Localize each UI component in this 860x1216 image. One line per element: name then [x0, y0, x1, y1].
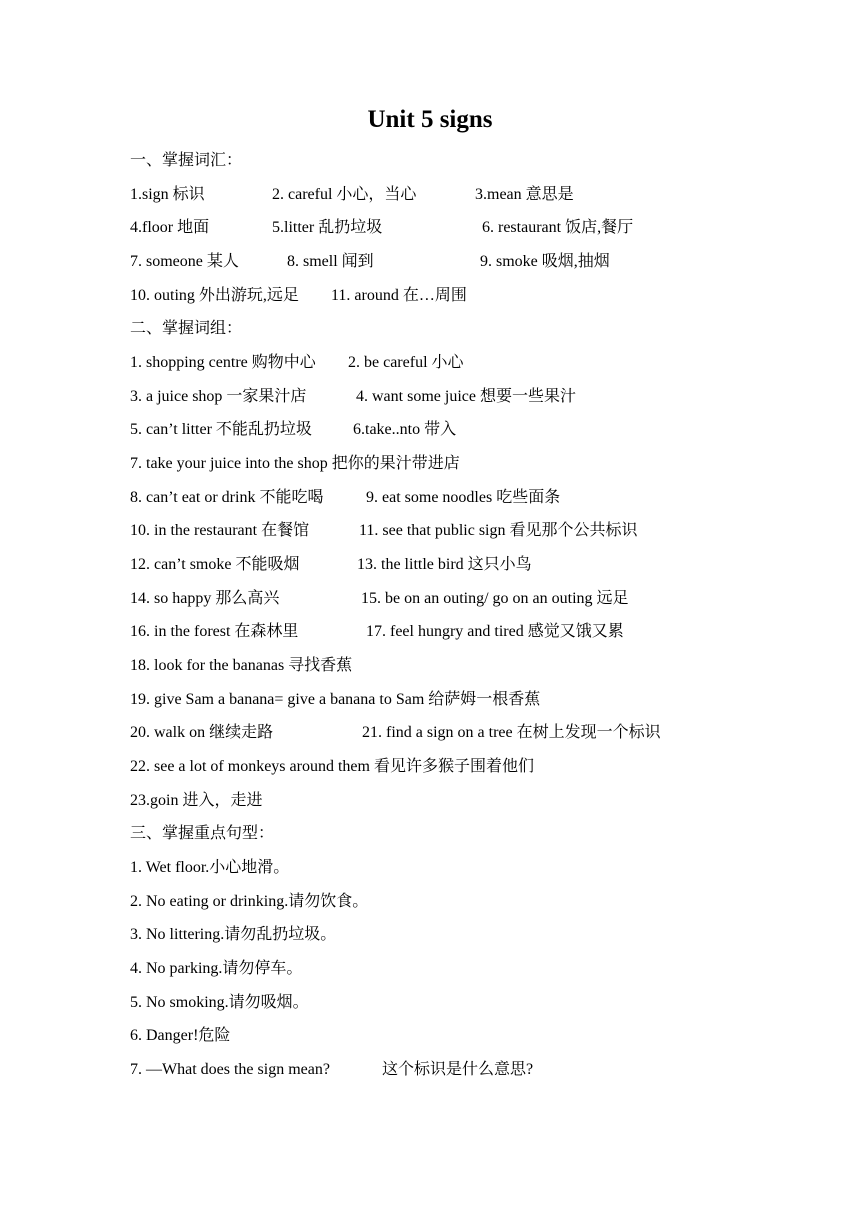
sentence-item: 5. No smoking.请勿吸烟。	[130, 994, 309, 1011]
phrase-item: 13. the little bird 这只小鸟	[357, 556, 532, 573]
vocab-item: 8. smell 闻到	[287, 253, 374, 270]
phrase-item: 22. see a lot of monkeys around them 看见许多猴子围着他们	[130, 758, 534, 775]
section-heading-sentences: 三、掌握重点句型：	[130, 825, 275, 842]
phrase-item: 6.take..nto 带入	[353, 421, 457, 438]
sentence-item: 这个标识是什么意思?	[382, 1061, 534, 1078]
phrase-item: 21. find a sign on a tree 在树上发现一个标识	[362, 724, 661, 741]
sentence-item: 4. No parking.请勿停车。	[130, 960, 303, 977]
phrase-item: 1. shopping centre 购物中心	[130, 354, 316, 371]
sentence-item: 6. Danger!危险	[130, 1027, 231, 1044]
phrase-item: 2. be careful 小心	[348, 354, 464, 371]
phrase-item: 17. feel hungry and tired 感觉又饿又累	[366, 623, 624, 640]
page-title: Unit 5 signs	[367, 106, 493, 133]
vocab-item: 4.floor 地面	[130, 219, 210, 236]
phrase-item: 12. can’t smoke 不能吸烟	[130, 556, 300, 573]
phrase-item: 7. take your juice into the shop 把你的果汁带进店	[130, 455, 460, 472]
sentence-item: 3. No littering.请勿乱扔垃圾。	[130, 926, 337, 943]
vocab-item: 3.mean 意思是	[475, 186, 574, 203]
vocab-item: 6. restaurant 饭店,餐厅	[482, 219, 634, 236]
vocab-item: 7. someone 某人	[130, 253, 239, 270]
phrase-item: 20. walk on 继续走路	[130, 724, 274, 741]
phrase-item: 14. so happy 那么高兴	[130, 590, 280, 607]
phrase-item: 5. can’t litter 不能乱扔垃圾	[130, 421, 312, 438]
phrase-item: 9. eat some noodles 吃些面条	[366, 489, 561, 506]
vocab-item: 11. around 在…周围	[331, 287, 467, 304]
phrase-item: 11. see that public sign 看见那个公共标识	[359, 522, 638, 539]
phrase-item: 8. can’t eat or drink 不能吃喝	[130, 489, 324, 506]
sentence-item: 2. No eating or drinking.请勿饮食。	[130, 893, 369, 910]
phrase-item: 19. give Sam a banana= give a banana to Sam 给萨姆一根香蕉	[130, 691, 541, 708]
vocab-item: 9. smoke 吸烟,抽烟	[480, 253, 610, 270]
phrase-item: 3. a juice shop 一家果汁店	[130, 388, 307, 405]
section-heading-vocabulary: 一、掌握词汇：	[130, 152, 243, 169]
sentence-item: 1. Wet floor.小心地滑。	[130, 859, 290, 876]
phrase-item: 4. want some juice 想要一些果汁	[356, 388, 576, 405]
sentence-item: 7. —What does the sign mean?	[130, 1061, 330, 1078]
phrase-item: 16. in the forest 在森林里	[130, 623, 299, 640]
vocab-item: 1.sign 标识	[130, 186, 205, 203]
phrase-item: 18. look for the bananas 寻找香蕉	[130, 657, 353, 674]
vocab-item: 2. careful 小心，当心	[272, 186, 417, 203]
vocab-item: 5.litter 乱扔垃圾	[272, 219, 383, 236]
phrase-item: 15. be on an outing/ go on an outing 远足	[361, 590, 629, 607]
vocab-item: 10. outing 外出游玩,远足	[130, 287, 299, 304]
phrase-item: 10. in the restaurant 在餐馆	[130, 522, 310, 539]
section-heading-phrases: 二、掌握词组：	[130, 320, 243, 337]
phrase-item: 23.goin 进入，走进	[130, 792, 263, 809]
